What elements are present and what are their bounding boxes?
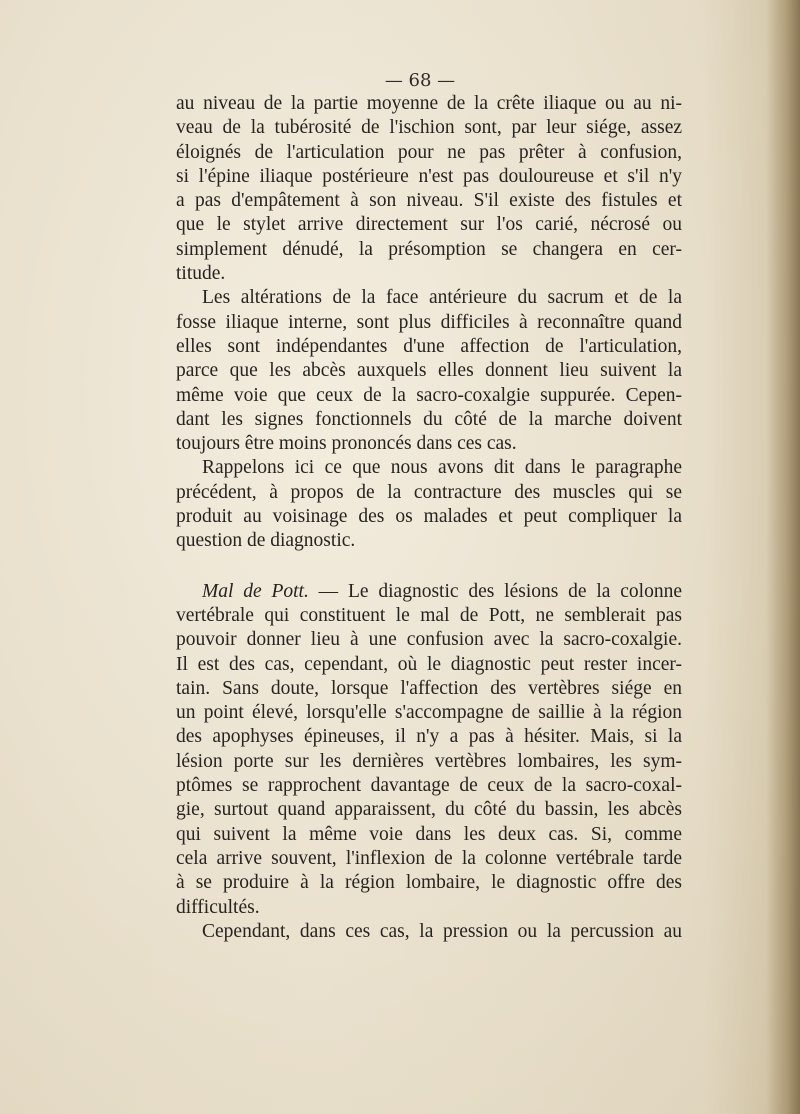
text-line: Cependant, dans ces cas, la pression ou la percussion au bbox=[202, 920, 682, 942]
text-line: que le stylet arrive directement sur l'os carié, nécrosé ou bbox=[176, 214, 682, 236]
page-edge-shadow bbox=[766, 0, 800, 1114]
page-number: — 68 — bbox=[384, 70, 456, 91]
text-line: Les altérations de la face antérieure du sacrum et de la bbox=[202, 287, 682, 309]
text-line: éloignés de l'articulation pour ne pas prêter à confusion, bbox=[176, 141, 682, 163]
section-gap bbox=[176, 554, 682, 580]
text-line: vertébrale qui constituent le mal de Pott, ne semblerait pas bbox=[176, 604, 682, 626]
text-line: gie, surtout quand apparaissent, du côté du bassin, les abcès bbox=[176, 799, 682, 821]
section-heading: Mal de Pott. bbox=[202, 580, 309, 602]
text-line: toujours être moins prononcés dans ces cas. bbox=[176, 433, 517, 455]
text-line: tain. Sans doute, lorsque l'affection des vertèbres siége en bbox=[176, 677, 682, 699]
text-line bbox=[176, 580, 682, 604]
text-line: difficultés. bbox=[176, 896, 260, 918]
text-line: Rappelons ici ce que nous avons dit dans le paragraphe bbox=[202, 457, 682, 479]
text-line: produit au voisinage des os malades et peut compliquer la bbox=[176, 506, 682, 528]
text-line: question de diagnostic. bbox=[176, 530, 356, 552]
text-line: ptômes se rapprochent davantage de ceux de la sacro-coxal- bbox=[176, 775, 682, 797]
text-line: si l'épine iliaque postérieure n'est pas douloureuse et s'il n'y bbox=[176, 165, 682, 187]
text-line: titude. bbox=[176, 263, 226, 285]
text-line: même voie que ceux de la sacro-coxalgie suppurée. Cepen- bbox=[176, 384, 682, 406]
text-line: à se produire à la région lombaire, le diagnostic offre des bbox=[176, 872, 682, 894]
text-line: précédent, à propos de la contracture des muscles qui se bbox=[176, 481, 682, 503]
text-line: au niveau de la partie moyenne de la crête iliaque ou au ni- bbox=[176, 93, 682, 114]
text-line: pouvoir donner lieu à une confusion avec la sacro-coxalgie. bbox=[176, 629, 682, 651]
text-line: Il est des cas, cependant, où le diagnostic peut rester incer- bbox=[176, 653, 682, 675]
text-line: a pas d'empâtement à son niveau. S'il existe des fistules et bbox=[176, 190, 682, 212]
text-line-content: — Le diagnostic des lésions de la colonne bbox=[308, 580, 682, 602]
text-line: simplement dénudé, la présomption se changera en cer- bbox=[176, 238, 682, 260]
body-text bbox=[176, 92, 682, 944]
text-line: fosse iliaque interne, sont plus difficiles à reconnaître quand bbox=[176, 311, 682, 333]
text-line: qui suivent la même voie dans les deux cas. Si, comme bbox=[176, 823, 682, 845]
text-line: dant les signes fonctionnels du côté de la marche doivent bbox=[176, 408, 682, 430]
text-line: veau de la tubérosité de l'ischion sont, par leur siége, assez bbox=[176, 117, 682, 139]
text-line: des apophyses épineuses, il n'y a pas à hésiter. Mais, si la bbox=[176, 726, 682, 748]
text-line: parce que les abcès auxquels elles donnent lieu suivent la bbox=[176, 360, 682, 382]
text-line: lésion porte sur les dernières vertèbres lombaires, les sym- bbox=[176, 750, 682, 772]
text-line: cela arrive souvent, l'inflexion de la colonne vertébrale tarde bbox=[176, 847, 682, 869]
text-line: elles sont indépendantes d'une affection de l'articulation, bbox=[176, 335, 682, 357]
text-line: un point élevé, lorsqu'elle s'accompagne de saillie à la région bbox=[176, 702, 682, 724]
